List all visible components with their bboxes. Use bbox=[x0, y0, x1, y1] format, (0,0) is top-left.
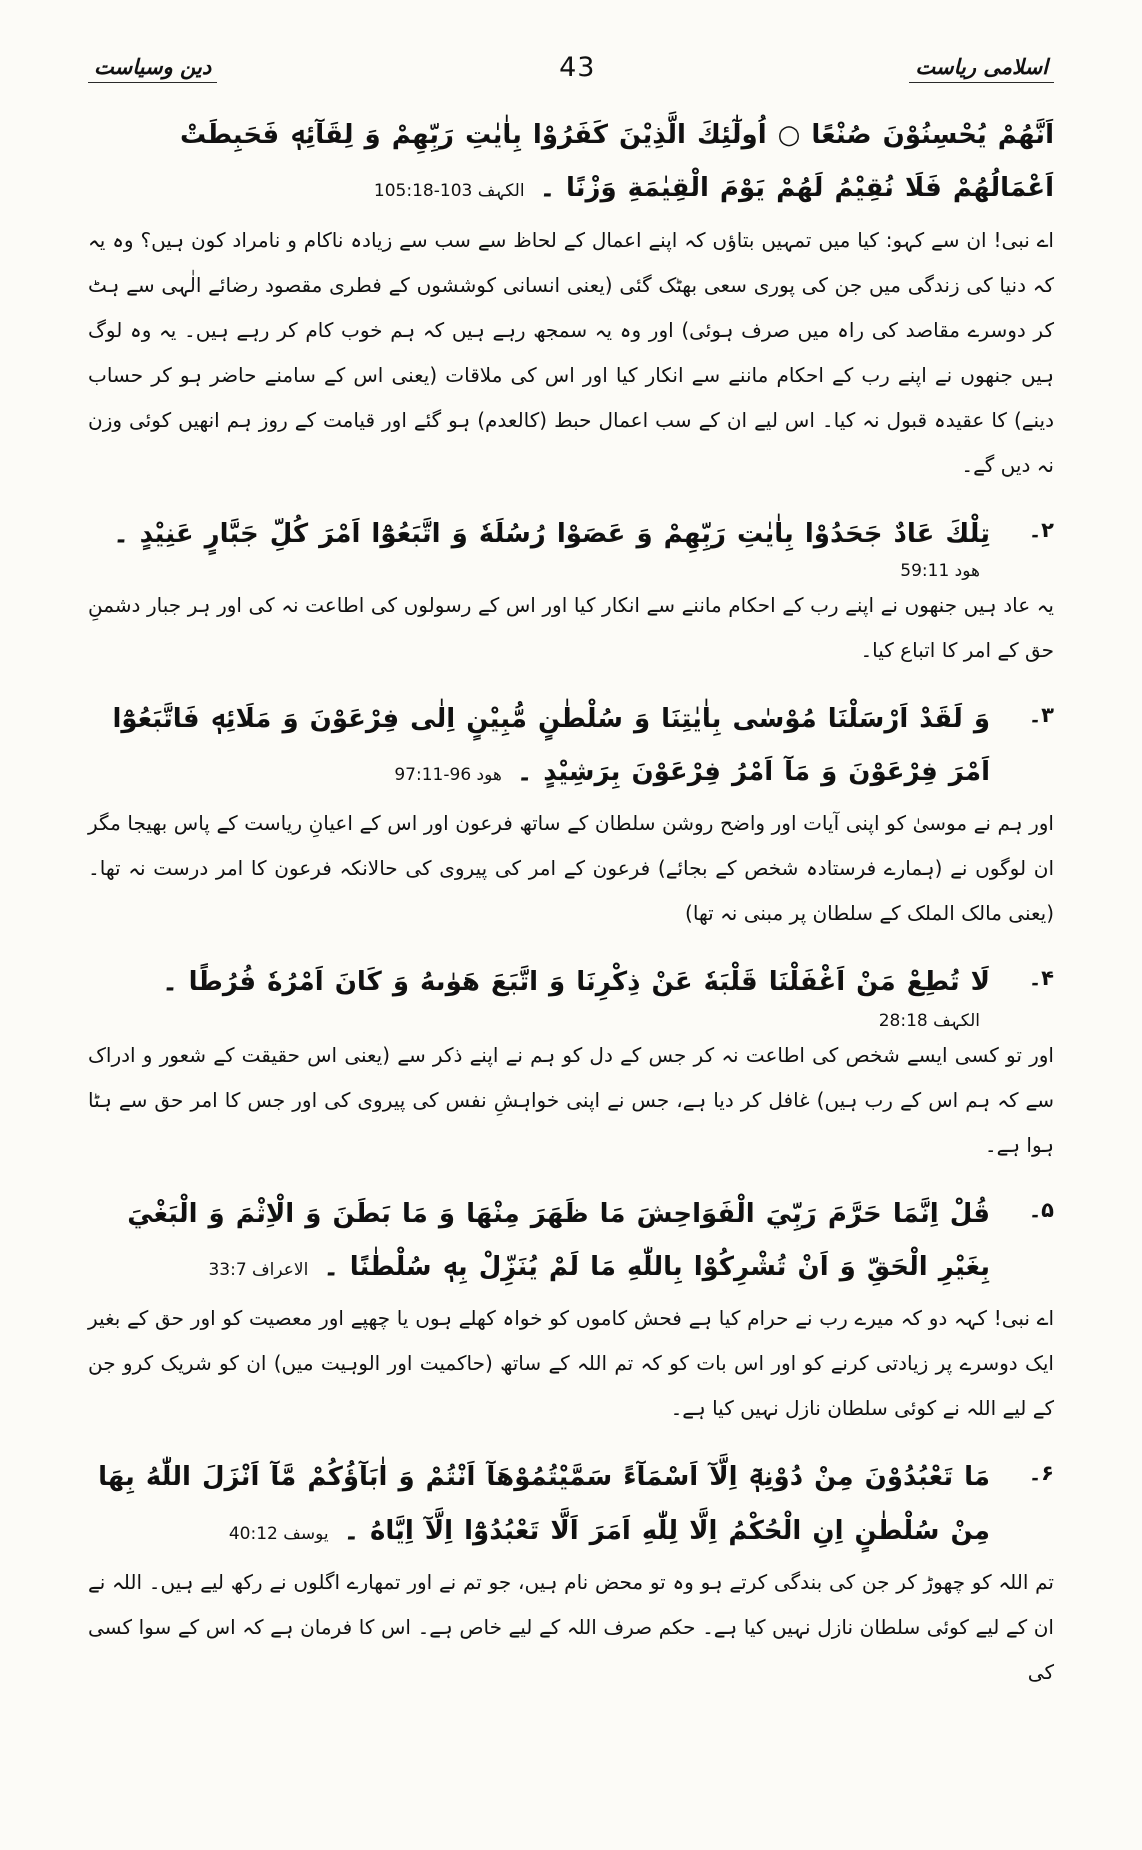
verse-row bbox=[88, 508, 1054, 581]
urdu-translation: اے نبی! کہہ دو کہ میرے رب نے حرام کیا ہے فحش کاموں کو خواہ کھلے ہوں یا چھپے اور معصیت کو اور حق کے بغیر ایک دوسرے پر زیادتی کرنے کو اور اس بات کو کہ تم اللہ کے ساتھ (حاکمیت اور الوہیت میں) ان کو شریک کرو جن کے لیے اللہ نے کوئی سلطان نازل نہیں کیا ہے۔ bbox=[88, 1306, 1054, 1421]
item-number: ۴۔ bbox=[1028, 966, 1054, 991]
verse-block bbox=[88, 1451, 1054, 1695]
verse-reference: الاعراف 33:7 bbox=[208, 1260, 309, 1281]
item-number: ۳۔ bbox=[1028, 702, 1054, 727]
urdu-translation: اے نبی! ان سے کہو: کیا میں تمہیں بتاؤں کہ اپنے اعمال کے لحاظ سے سب سے زیادہ ناکام و نامراد کون ہیں؟ وہ یہ کہ دنیا کی زندگی میں جن کی پوری سعی بھٹک گئی (یعنی انسانی کوششوں کے فطری مقصود رضائے الٰہی سے ہٹ کر دوسرے مقاصد کی راہ میں صرف ہوئی) اور وہ یہ سمجھ رہے ہیں کہ ہم خوب کام کر رہے ہیں۔ یہ وہ لوگ ہیں جنھوں نے اپنے رب کے احکام ماننے سے انکار کیا اور اس کی ملاقات (یعنی اس کے سامنے حاضر ہو کر حساب دینے) کا عقیدہ قبول نہ کیا۔ اس لیے ان کے سب اعمال حبط (کالعدم) ہو گئے اور قیامت کے روز ہم انھیں کوئی وزن نہ دیں گے۔ bbox=[88, 227, 1054, 477]
arabic-verse: مَا تَعْبُدُوْنَ مِنْ دُوْنِهٖٓ اِلَّآ اَسْمَآءً سَمَّيْتُمُوْهَآ اَنْتُمْ وَ اٰبَآؤُكُمْ مَّآ اَنْزَلَ اللّٰهُ بِهَا مِنْ سُلْطٰنٍ اِنِ الْحُكْمُ اِلَّا لِلّٰهِ اَمَرَ اَلَّا تَعْبُدُوْٓا اِلَّآ اِيَّاهُ ۔ bbox=[98, 1462, 990, 1546]
arabic-verse: قُلْ اِنَّمَا حَرَّمَ رَبِّيَ الْفَوَاحِشَ مَا ظَهَرَ مِنْهَا وَ مَا بَطَنَ وَ الْاِثْمَ وَ الْبَغْيَ بِغَيْرِ الْحَقِّ وَ اَنْ تُشْرِكُوْا بِاللّٰهِ مَا لَمْ يُنَزِّلْ بِهٖ سُلْطٰنًا ۔ bbox=[127, 1198, 990, 1283]
urdu-translation: اور تو کسی ایسے شخص کی اطاعت نہ کر جس کے دل کو ہم نے اپنے ذکر سے (یعنی اس حقیقت کے شعور و ادراک سے کہ ہم اس کے رب ہیں) غافل کر دیا ہے، جس نے اپنی خواہشِ نفس کی پیروی کی اور جس کا امر حق سے ہٹا ہوا ہے۔ bbox=[88, 1042, 1054, 1157]
arabic-verse: لَا تُطِعْ مَنْ اَغْفَلْنَا قَلْبَهٗ عَنْ ذِكْرِنَا وَ اتَّبَعَ هَوٰىهُ وَ كَانَ اَمْرُهٗ فُرُطًا ۔ bbox=[162, 967, 990, 998]
header-right-title: اسلامی ریاست bbox=[909, 55, 1054, 83]
page-header bbox=[88, 52, 1054, 83]
verse-reference: یوسف 40:12 bbox=[228, 1523, 329, 1544]
verse-reference: ھود 59:11 bbox=[900, 560, 980, 581]
verse-row bbox=[88, 1451, 1054, 1558]
urdu-translation: اور ہم نے موسیٰ کو اپنی آیات اور واضح روشن سلطان کے ساتھ فرعون اور اس کے اعیانِ ریاست کے پاس بھیجا مگر ان لوگوں نے (ہمارے فرستادہ شخص کے بجائے) فرعون کے امر کی پیروی کی حالانکہ فرعون کا امر درست نہ تھا۔ (یعنی مالک الملک کے سلطان پر مبنی نہ تھا) bbox=[88, 811, 1054, 926]
urdu-translation: یہ عاد ہیں جنھوں نے اپنے رب کے احکام ماننے سے انکار کیا اور اس کے رسولوں کی اطاعت نہ کی اور ہر جبار دشمنِ حق کے امر کا اتباع کیا۔ bbox=[88, 592, 1054, 662]
verse-block bbox=[88, 956, 1054, 1167]
verse-reference: الکہف 103-105:18 bbox=[373, 181, 525, 202]
item-number: ۲۔ bbox=[1028, 517, 1054, 542]
arabic-verse: اَنَّهُمْ يُحْسِنُوْنَ صُنْعًا ○ اُولٰٓئِكَ الَّذِيْنَ كَفَرُوْا بِاٰيٰتِ رَبِّهِمْ وَ لِقَآئِهٖ فَحَبِطَتْ اَعْمَالُهُمْ فَلَا نُقِيْمُ لَهُمْ يَوْمَ الْقِيٰمَةِ وَزْنًا ۔ bbox=[179, 120, 1054, 204]
arabic-verse: تِلْكَ عَادٌ جَحَدُوْا بِاٰيٰتِ رَبِّهِمْ وَ عَصَوْا رُسُلَهٗ وَ اتَّبَعُوْٓا اَمْرَ كُلِّ جَبَّارٍ عَنِيْدٍ ۔ bbox=[113, 518, 990, 549]
verse-block bbox=[88, 1188, 1054, 1432]
verse-row bbox=[88, 1188, 1054, 1295]
arabic-verse: وَ لَقَدْ اَرْسَلْنَا مُوْسٰى بِاٰيٰتِنَا وَ سُلْطٰنٍ مُّبِيْنٍ اِلٰى فِرْعَوْنَ وَ مَلَائِهٖ فَاتَّبَعُوْٓا اَمْرَ فِرْعَوْنَ وَ مَآ اَمْرُ فِرْعَوْنَ بِرَشِيْدٍ ۔ bbox=[112, 703, 990, 788]
page-number: 43 bbox=[559, 52, 596, 83]
verse-block bbox=[88, 109, 1054, 488]
verse-row bbox=[88, 693, 1054, 800]
header-left-title: دین وسیاست bbox=[88, 55, 217, 83]
item-number: ۵۔ bbox=[1028, 1197, 1054, 1222]
verse-block bbox=[88, 693, 1054, 937]
item-number: ۶۔ bbox=[1028, 1461, 1054, 1486]
verse-row bbox=[88, 109, 1054, 216]
verse-row bbox=[88, 956, 1054, 1030]
verse-reference: ھود 96-97:11 bbox=[394, 765, 502, 786]
urdu-translation: تم اللہ کو چھوڑ کر جن کی بندگی کرتے ہو وہ تو محض نام ہیں، جو تم نے اور تمھارے اگلوں نے رکھ لیے ہیں۔ اللہ نے ان کے لیے کوئی سلطان نازل نہیں کیا ہے۔ حکم صرف اللہ کے لیے خاص ہے۔ اس کا فرمان ہے کہ اس کے سوا کسی کی bbox=[88, 1569, 1054, 1684]
verse-block bbox=[88, 508, 1054, 673]
verse-reference: الکہف 28:18 bbox=[878, 1010, 980, 1031]
